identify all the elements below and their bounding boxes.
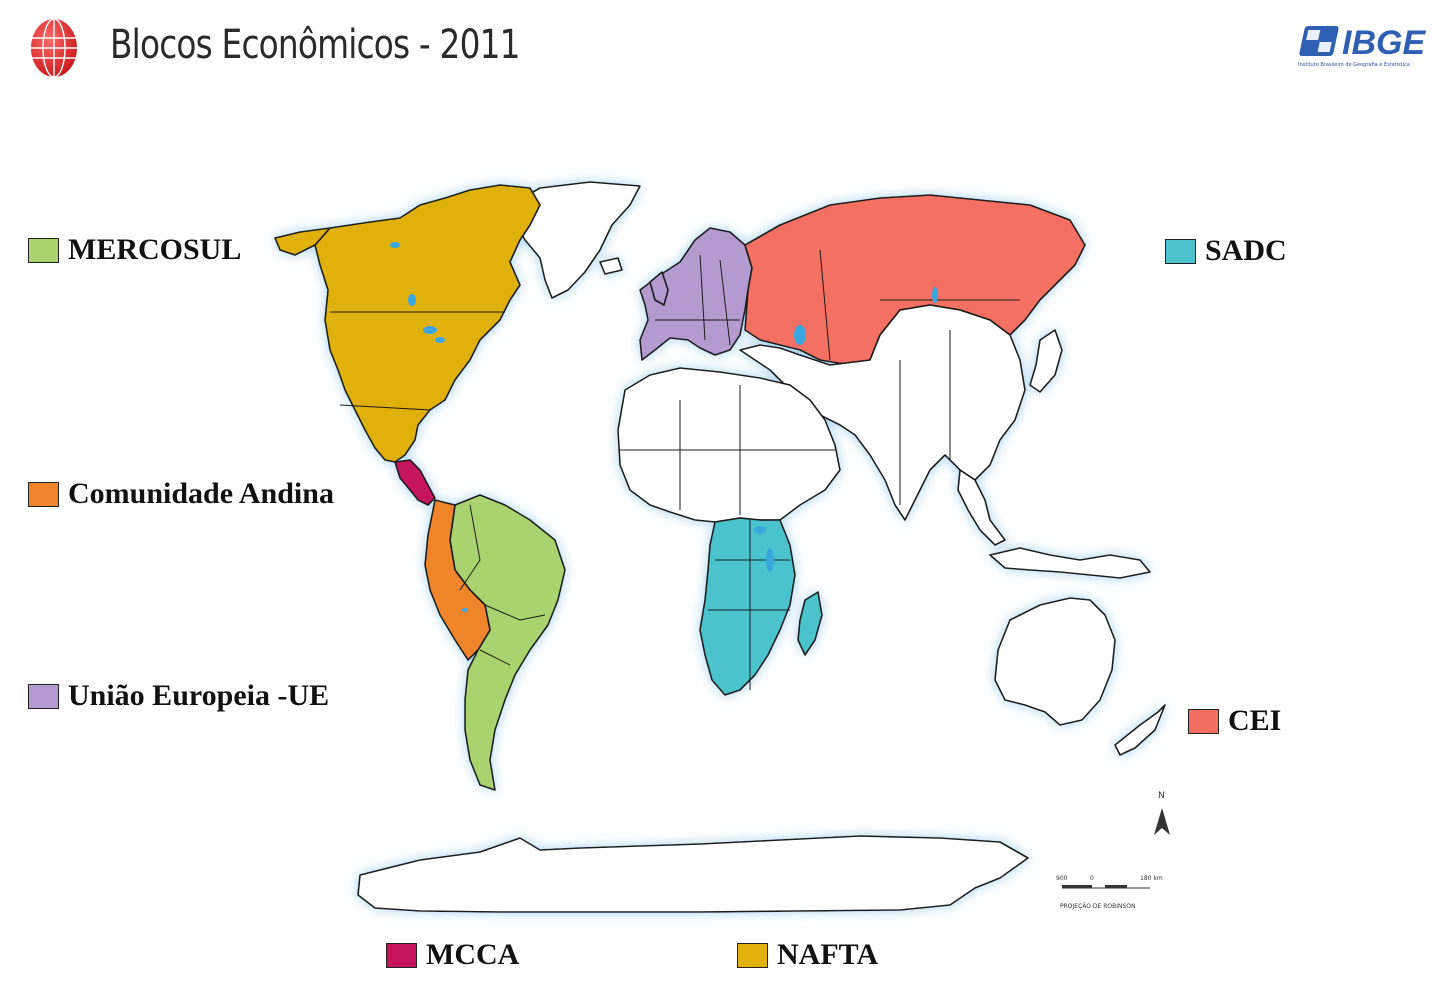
japan	[1030, 330, 1062, 392]
legend-label-ue: União Europeia -UE	[68, 679, 330, 712]
legend-item-cei	[1188, 704, 1281, 738]
legend-item-nafta	[737, 938, 878, 972]
projection-label: PROJEÇÃO DE ROBINSON	[1060, 903, 1136, 910]
legend-swatch-mcca	[386, 943, 417, 968]
scale-label-left: 900	[1056, 875, 1068, 882]
legend-label-mercosul: MERCOSUL	[68, 233, 242, 266]
legend-item-mercosul	[28, 233, 241, 267]
logo-subtitle: Instituto Brasileiro de Geografia e Estatística	[1298, 62, 1410, 68]
legend-label-andina: Comunidade Andina	[68, 477, 334, 510]
australia	[995, 598, 1115, 725]
indonesia	[990, 548, 1150, 578]
antarctica	[358, 836, 1028, 912]
scale-bar	[1056, 875, 1163, 910]
legend-swatch-nafta	[737, 943, 768, 968]
legend-item-mcca	[386, 938, 519, 972]
continents	[275, 182, 1165, 912]
legend-label-cei: CEI	[1228, 704, 1282, 737]
region-mcca	[395, 460, 435, 505]
region-nafta	[315, 185, 540, 462]
north-arrow	[1154, 791, 1170, 835]
legend-swatch-cei	[1188, 709, 1219, 734]
legend-swatch-andina	[28, 482, 59, 507]
madagascar	[798, 592, 822, 655]
legend-item-andina	[28, 477, 334, 511]
scale-label-right: 180 km	[1140, 875, 1163, 882]
legend-label-nafta: NAFTA	[777, 938, 879, 971]
southeast-asia	[958, 470, 1005, 545]
region-sadc	[700, 518, 795, 695]
new-zealand	[1115, 705, 1165, 755]
logo-text: IBGE	[1342, 24, 1426, 62]
scale-label-zero: 0	[1090, 875, 1094, 882]
legend-label-sadc: SADC	[1205, 234, 1287, 267]
iceland	[600, 258, 622, 274]
legend-label-mcca: MCCA	[426, 938, 520, 971]
legend-swatch-mercosul	[28, 238, 59, 263]
legend-item-sadc	[1165, 234, 1287, 268]
page-title: Blocos Econômicos - 2011	[110, 22, 520, 68]
legend-item-ue	[28, 679, 329, 713]
legend-swatch-ue	[28, 684, 59, 709]
svg-text:N: N	[1158, 791, 1165, 801]
legend-swatch-sadc	[1165, 239, 1196, 264]
